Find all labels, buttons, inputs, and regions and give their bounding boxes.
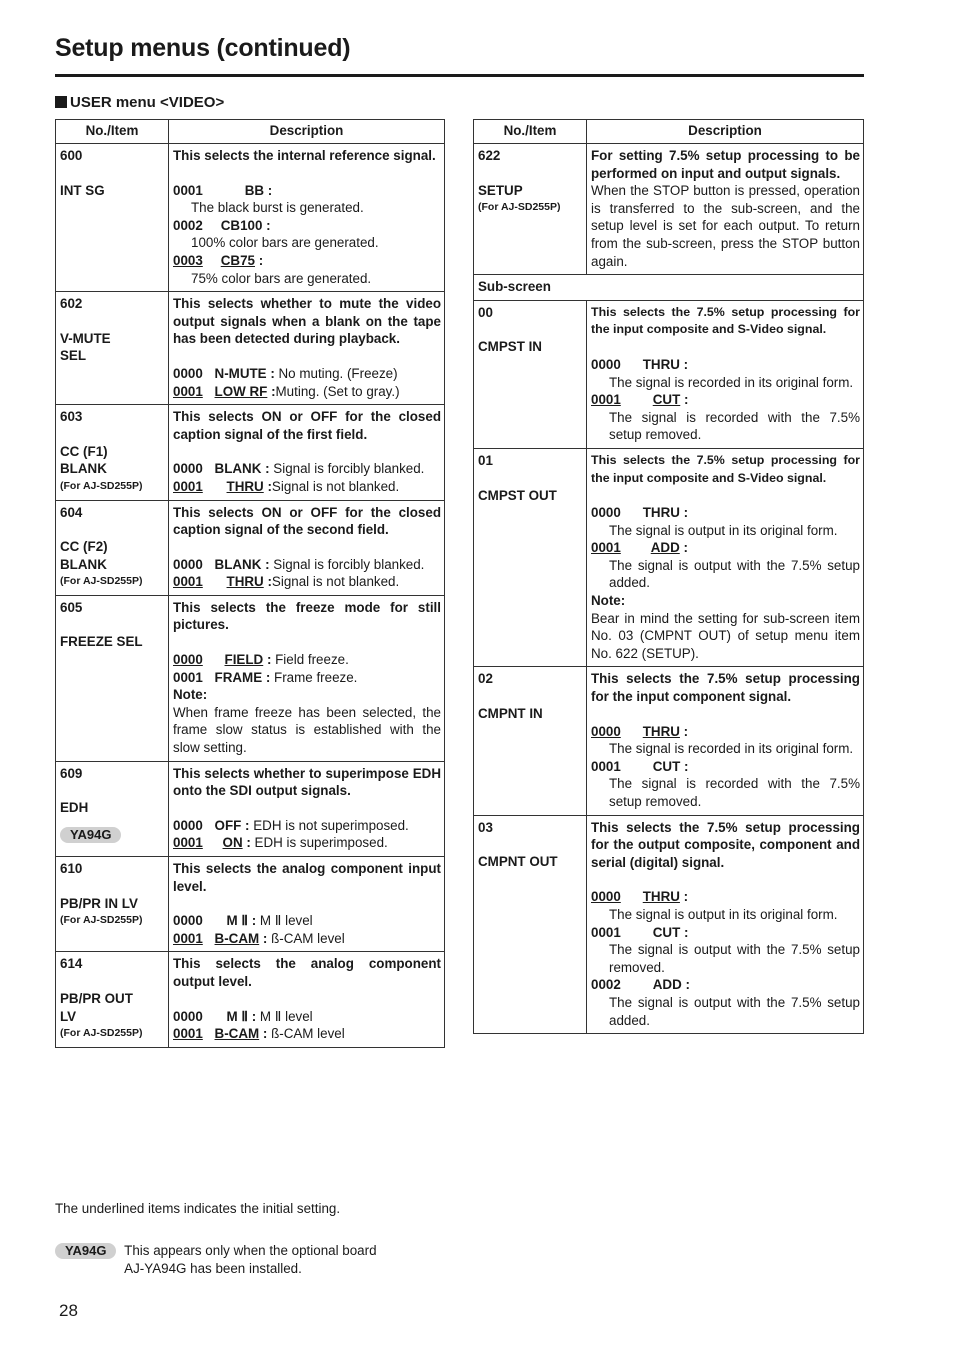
option-line: 0001 ON : EDH is superimposed. xyxy=(173,835,388,851)
item-lead: This selects the analog component output level. xyxy=(173,956,441,989)
table-row xyxy=(56,292,445,405)
description-cell xyxy=(169,952,445,1047)
description-cell xyxy=(169,405,445,500)
item-cell xyxy=(474,815,587,1034)
table-row xyxy=(56,595,445,761)
item-number: 00 xyxy=(478,304,493,320)
item-number: 03 xyxy=(478,819,493,835)
ya94g-badge: YA94G xyxy=(55,1243,116,1259)
option-line: 0001 BB : xyxy=(173,182,273,198)
badge-note-line: This appears only when the optional board xyxy=(124,1243,377,1258)
title-rule xyxy=(55,74,864,77)
item-name: PB/PR IN LV xyxy=(60,895,138,911)
item-name: BLANK xyxy=(60,461,107,477)
option-text: The signal is output in its original form. xyxy=(609,906,838,922)
item-cell xyxy=(56,292,169,405)
option-line: 0001 FRAME : Frame freeze. xyxy=(173,669,358,685)
item-lead: This selects ON or OFF for the closed caption signal of the second field. xyxy=(173,504,441,538)
ya94g-badge: YA94G xyxy=(60,827,121,843)
item-lead: This selects the 7.5% setup processing for the input composite and S-Video signal. xyxy=(591,304,860,337)
item-number: 01 xyxy=(478,452,493,468)
model-note: (For AJ-SD255P) xyxy=(60,575,143,588)
item-name: CC (F1) xyxy=(60,443,108,459)
table-row xyxy=(474,815,864,1034)
description-cell xyxy=(169,761,445,856)
table-row xyxy=(474,667,864,815)
option-line: 0002 CB100 : xyxy=(173,217,271,233)
item-name: EDH xyxy=(60,800,89,816)
description-cell xyxy=(587,667,864,815)
table-row xyxy=(56,405,445,500)
col-header-no: No./Item xyxy=(474,120,587,144)
description-cell xyxy=(169,144,445,292)
note-text: When frame freeze has been selected, the frame slow status is established with the slow setting. xyxy=(173,704,441,756)
option-line: 0002 ADD : xyxy=(591,977,690,993)
table-row xyxy=(56,500,445,595)
subscreen-row xyxy=(474,275,864,301)
badge-note xyxy=(55,1242,377,1278)
option-line: 0001 B-CAM : ß-CAM level xyxy=(173,1026,345,1042)
table-row xyxy=(474,144,864,275)
option-line: 0001 B-CAM : ß-CAM level xyxy=(173,930,345,946)
option-line: 0000 THRU : xyxy=(591,356,689,372)
option-line: 0000 M Ⅱ : M Ⅱ level xyxy=(173,913,313,929)
item-name: CC (F2) xyxy=(60,539,108,555)
item-number: 02 xyxy=(478,671,493,687)
item-name: CMPST IN xyxy=(478,339,542,355)
item-number: 609 xyxy=(60,765,83,781)
option-line: 0000 THRU : xyxy=(591,889,689,905)
option-text: 75% color bars are generated. xyxy=(191,270,372,286)
option-line: 0001 CUT : xyxy=(591,392,689,408)
item-number: 604 xyxy=(60,504,83,520)
item-number: 600 xyxy=(60,148,83,163)
item-name: CMPST OUT xyxy=(478,487,557,503)
item-lead: This selects ON or OFF for the closed caption signal of the first field. xyxy=(173,409,441,442)
table-header-row xyxy=(474,120,864,144)
option-text: The signal is output with the 7.5% setup removed. xyxy=(609,942,860,975)
description-cell xyxy=(587,815,864,1034)
table-row xyxy=(56,857,445,952)
option-line: 0000 BLANK : Signal is forcibly blanked. xyxy=(173,556,425,572)
table-row xyxy=(56,144,445,292)
item-lead: This selects whether to mute the video output signals when a blank on the tape has been detected during playback. xyxy=(173,296,441,347)
description-cell xyxy=(169,292,445,405)
page-number: 28 xyxy=(59,1301,78,1320)
option-line: 0000 THRU : xyxy=(591,505,689,521)
item-name: LV xyxy=(60,1008,77,1024)
item-text: When the STOP button is pressed, operation is transferred to the sub-screen, and the setup level is set for each output. To return from the sub-screen, press the STOP button again. xyxy=(591,183,860,269)
item-name: PB/PR OUT xyxy=(60,990,133,1006)
option-text: The signal is recorded in its original form. xyxy=(609,741,854,757)
item-name: CMPNT OUT xyxy=(478,854,558,870)
option-line: 0001 CUT : xyxy=(591,758,689,774)
note-label: Note: xyxy=(591,593,626,609)
left-menu-table xyxy=(55,119,445,1048)
table-row xyxy=(474,300,864,448)
square-bullet-icon xyxy=(55,96,67,108)
item-lead: This selects the 7.5% setup processing for the input component signal. xyxy=(591,671,860,705)
option-text: 100% color bars are generated. xyxy=(191,235,379,251)
model-note: (For AJ-SD255P) xyxy=(60,479,143,492)
item-cell xyxy=(56,405,169,500)
option-line: 0000 N-MUTE : No muting. (Freeze) xyxy=(173,365,398,381)
item-cell xyxy=(56,761,169,856)
right-menu-table xyxy=(473,119,864,1034)
option-text: The signal is recorded with the 7.5% setup removed. xyxy=(609,776,860,809)
option-line: 0001 THRU :Signal is not blanked. xyxy=(173,574,400,590)
item-name: FREEZE SEL xyxy=(60,634,143,650)
option-text: The signal is recorded in its original form. xyxy=(609,374,854,390)
item-name: INT SG xyxy=(60,182,105,198)
item-cell xyxy=(56,595,169,761)
item-number: 602 xyxy=(60,296,83,312)
item-number: 603 xyxy=(60,409,83,425)
item-lead: For setting 7.5% setup processing to be performed on input and output signals. xyxy=(591,148,860,181)
item-cell xyxy=(474,144,587,275)
item-lead: This selects the 7.5% setup processing for the output composite, component and serial (digital) signal. xyxy=(591,819,860,870)
description-cell xyxy=(587,300,864,448)
item-name: CMPNT IN xyxy=(478,706,543,722)
item-name: SETUP xyxy=(478,182,523,198)
option-line: 0000 OFF : EDH is not superimposed. xyxy=(173,817,409,833)
item-number: 605 xyxy=(60,599,83,615)
option-text: The signal is output with the 7.5% setup added. xyxy=(609,994,860,1028)
item-lead: This selects the analog component input level. xyxy=(173,861,441,894)
description-cell xyxy=(587,448,864,667)
item-name: SEL xyxy=(60,348,87,364)
subscreen-heading: Sub-screen xyxy=(474,275,864,301)
table-row xyxy=(56,952,445,1047)
item-lead: This selects the freeze mode for still pictures. xyxy=(173,599,441,633)
option-text: The black burst is generated. xyxy=(191,200,364,216)
underline-note: The underlined items indicates the initial setting. xyxy=(55,1201,341,1216)
item-name: V-MUTE xyxy=(60,330,111,346)
option-line: 0000 M Ⅱ : M Ⅱ level xyxy=(173,1008,313,1024)
model-note: (For AJ-SD255P) xyxy=(60,914,143,927)
table-row xyxy=(56,761,445,856)
option-text: The signal is output in its original form. xyxy=(609,522,838,538)
item-lead: This selects whether to superimpose EDH onto the SDI output signals. xyxy=(173,765,441,799)
item-cell xyxy=(56,144,169,292)
item-number: 610 xyxy=(60,861,83,876)
table-header-row xyxy=(56,120,445,144)
item-cell xyxy=(474,667,587,815)
option-line: 0001 CUT : xyxy=(591,924,689,940)
option-line: 0000 BLANK : Signal is forcibly blanked. xyxy=(173,461,425,477)
item-name: BLANK xyxy=(60,556,107,572)
description-cell xyxy=(169,500,445,595)
col-header-desc: Description xyxy=(169,120,445,144)
option-line: 0000 FIELD : Field freeze. xyxy=(173,652,349,668)
option-line: 0003 CB75 : xyxy=(173,252,264,268)
col-header-no: No./Item xyxy=(56,120,169,144)
model-note: (For AJ-SD255P) xyxy=(60,1027,143,1040)
page-title: Setup menus (continued) xyxy=(55,34,351,62)
item-lead: This selects the 7.5% setup processing for the input composite and S-Video signal. xyxy=(591,452,860,485)
item-cell xyxy=(56,952,169,1047)
item-cell xyxy=(474,448,587,667)
option-text: The signal is output with the 7.5% setup added. xyxy=(609,557,860,591)
model-note: (For AJ-SD255P) xyxy=(478,201,561,214)
option-text: The signal is recorded with the 7.5% setup removed. xyxy=(609,409,860,443)
section-title: USER menu <VIDEO> xyxy=(70,94,225,111)
description-cell xyxy=(587,144,864,275)
description-cell xyxy=(169,595,445,761)
section-heading xyxy=(55,94,224,111)
option-line: 0001 ADD : xyxy=(591,540,688,556)
col-header-desc: Description xyxy=(587,120,864,144)
item-lead: This selects the internal reference signal. xyxy=(173,148,436,163)
item-number: 614 xyxy=(60,956,83,972)
option-line: 0000 THRU : xyxy=(591,723,689,739)
note-label: Note: xyxy=(173,687,208,703)
description-cell xyxy=(169,857,445,952)
item-cell xyxy=(56,500,169,595)
item-cell xyxy=(474,300,587,448)
item-number: 622 xyxy=(478,148,501,163)
option-line: 0001 LOW RF :Muting. (Set to gray.) xyxy=(173,383,400,399)
table-row xyxy=(474,448,864,667)
option-line: 0001 THRU :Signal is not blanked. xyxy=(173,478,400,494)
item-cell xyxy=(56,857,169,952)
note-text: Bear in mind the setting for sub-screen item No. 03 (CMPNT OUT) of setup menu item No. 622 (SETUP). xyxy=(591,610,860,661)
badge-note-line: AJ-YA94G has been installed. xyxy=(124,1261,302,1276)
